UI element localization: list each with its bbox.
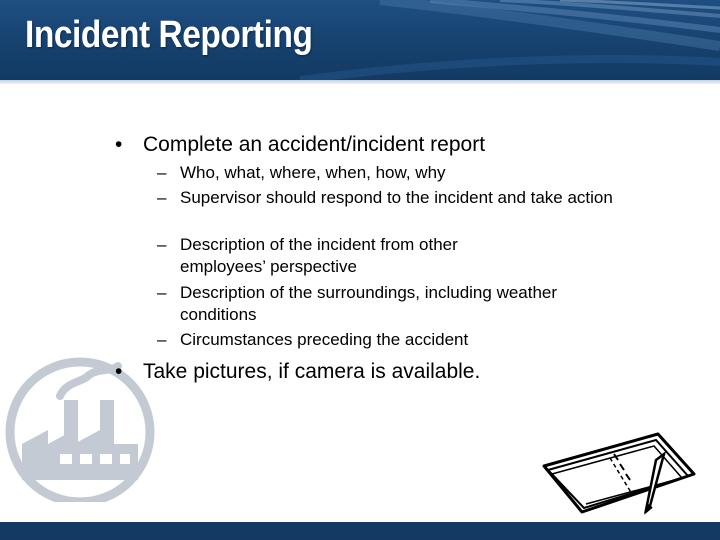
sub-bullet-item <box>157 234 540 278</box>
bullet-item <box>115 359 481 384</box>
sub-bullet-text: Supervisor should respond to the incident and take action <box>180 188 613 207</box>
sub-bullet-text: Who, what, where, when, how, why <box>180 163 446 182</box>
sub-bullet-marker: – <box>157 235 167 254</box>
sub-bullet-text: Description of the surroundings, including weather conditions <box>180 283 558 324</box>
bullet-text: Take pictures, if camera is available. <box>143 360 481 383</box>
sub-bullet-item <box>157 162 640 184</box>
sub-bullet-marker: – <box>157 188 167 207</box>
slide-footer-bar <box>0 522 720 540</box>
bullet-item <box>115 132 486 157</box>
sub-bullet-item <box>157 187 640 209</box>
bullet-marker: • <box>115 360 123 383</box>
sub-bullet-marker: – <box>157 163 167 182</box>
sub-bullet-text: Description of the incident from other employees’ perspective <box>180 235 458 276</box>
sub-bullet-item <box>157 329 640 351</box>
slide-title: Incident Reporting <box>25 14 313 56</box>
bullet-marker: • <box>115 133 123 156</box>
bullet-text: Complete an accident/incident report <box>143 133 486 156</box>
sub-bullet-text: Circumstances preceding the accident <box>180 330 469 349</box>
sub-bullet-item <box>157 282 630 326</box>
sub-bullet-marker: – <box>157 330 167 349</box>
sub-bullet-marker: – <box>157 283 167 302</box>
